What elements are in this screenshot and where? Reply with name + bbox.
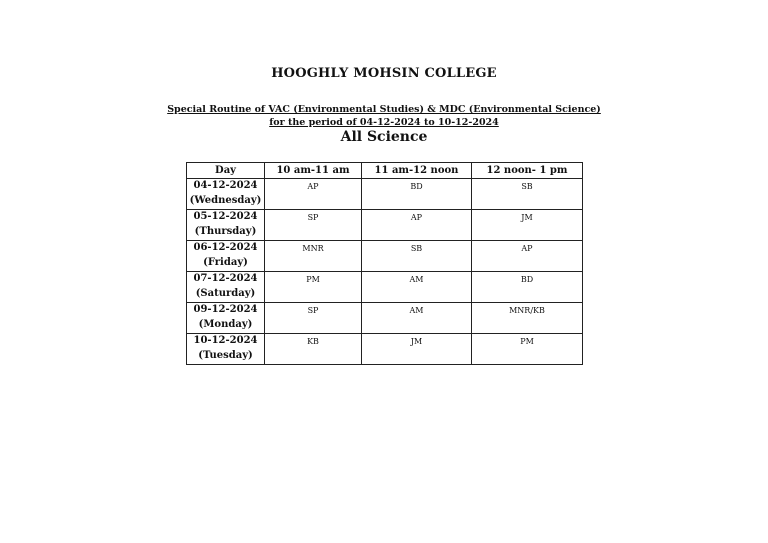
slot-cell: BD [472,272,583,303]
day-weekday: (Thursday) [194,225,257,237]
column-header-slot-1: 10 am-11 am [265,163,362,179]
day-weekday: (Wednesday) [189,194,262,206]
slot-cell: JM [472,210,583,241]
routine-subtitle-line1: Special Routine of VAC (Environmental Studies) & MDC (Environmental Science) [167,104,601,115]
slot-cell: AM [362,303,472,334]
day-date: 10-12-2024 [193,335,258,346]
stream-title: All Science [340,129,428,145]
day-cell [187,179,265,210]
routine-table [186,162,583,365]
day-date: 05-12-2024 [193,211,258,222]
slot-cell: JM [362,334,472,365]
slot-cell: AP [265,179,362,210]
day-weekday: (Friday) [203,256,248,268]
day-cell [187,334,265,365]
slot-cell: AP [362,210,472,241]
slot-cell: AP [472,241,583,272]
day-date: 04-12-2024 [193,180,258,191]
slot-cell: PM [265,272,362,303]
day-weekday: (Saturday) [195,287,256,299]
day-cell [187,210,265,241]
day-cell [187,241,265,272]
day-weekday: (Tuesday) [198,349,253,361]
slot-cell: MNR/KB [472,303,583,334]
column-header-slot-2: 11 am-12 noon [362,163,472,179]
slot-cell: AM [362,272,472,303]
table-row [187,241,583,272]
table-row [187,334,583,365]
table-header-row [187,163,583,179]
slot-cell: SB [472,179,583,210]
day-date: 06-12-2024 [193,242,258,253]
slot-cell: BD [362,179,472,210]
slot-cell: SP [265,303,362,334]
table-row [187,272,583,303]
day-weekday: (Monday) [198,318,253,330]
slot-cell: PM [472,334,583,365]
slot-cell: SP [265,210,362,241]
table-row [187,303,583,334]
day-cell [187,272,265,303]
column-header-slot-3: 12 noon- 1 pm [472,163,583,179]
day-date: 07-12-2024 [193,273,258,284]
column-header-day: Day [187,163,265,179]
table-row [187,210,583,241]
table-row [187,179,583,210]
slot-cell: KB [265,334,362,365]
routine-subtitle-line2: for the period of 04-12-2024 to 10-12-2024 [269,117,499,128]
college-name: HOOGHLY MOHSIN COLLEGE [271,66,497,81]
day-cell [187,303,265,334]
slot-cell: MNR [265,241,362,272]
slot-cell: SB [362,241,472,272]
day-date: 09-12-2024 [193,304,258,315]
